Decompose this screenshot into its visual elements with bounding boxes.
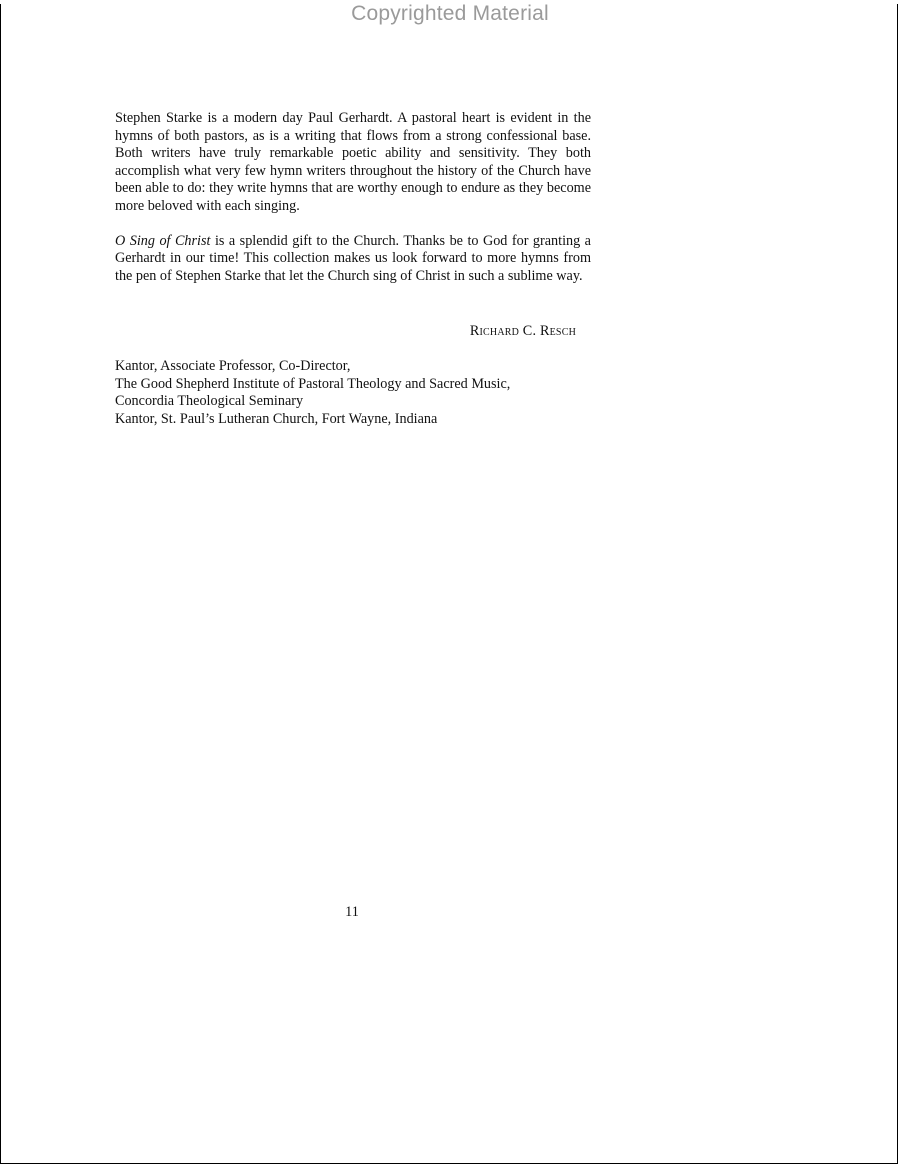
copyright-watermark: Copyrighted Material	[351, 2, 549, 25]
author-affiliation	[115, 358, 615, 428]
book-title: O Sing of Christ	[115, 232, 211, 249]
foreword-text	[115, 110, 591, 285]
page-number: 11	[345, 904, 359, 920]
paragraph-splendid-gift	[115, 233, 591, 286]
paragraph-gerhardt-comparison: Stephen Starke is a modern day Paul Gerhardt. A pastoral heart is evident in the hymns of both pastors, as is a writing that flows from a strong confessional base. Both writers have truly remarkable poetic ability and sensitivity. They both accomplish what very few hymn writers throughout the history of the Church have been able to do: they write hymns that are worthy enough to endure as they become more beloved with each singing.	[115, 110, 591, 214]
affiliation-line: Concordia Theological Seminary	[115, 393, 304, 410]
paragraph-splendid-gift-text: is a splendid gift to the Church. Thanks be to God for granting a Gerhardt in our time! This collection makes us look forward to more hymns from the pen of Stephen Starke that let the Church sing of Christ in such a sublime way.	[115, 232, 591, 284]
affiliation-line: Kantor, St. Paul’s Lutheran Church, Fort Wayne, Indiana	[115, 410, 438, 427]
affiliation-line: The Good Shepherd Institute of Pastoral Theology and Sacred Music,	[115, 375, 511, 392]
author-signature: Richard C. Resch	[469, 323, 576, 339]
affiliation-line: Kantor, Associate Professor, Co-Director,	[115, 358, 351, 374]
